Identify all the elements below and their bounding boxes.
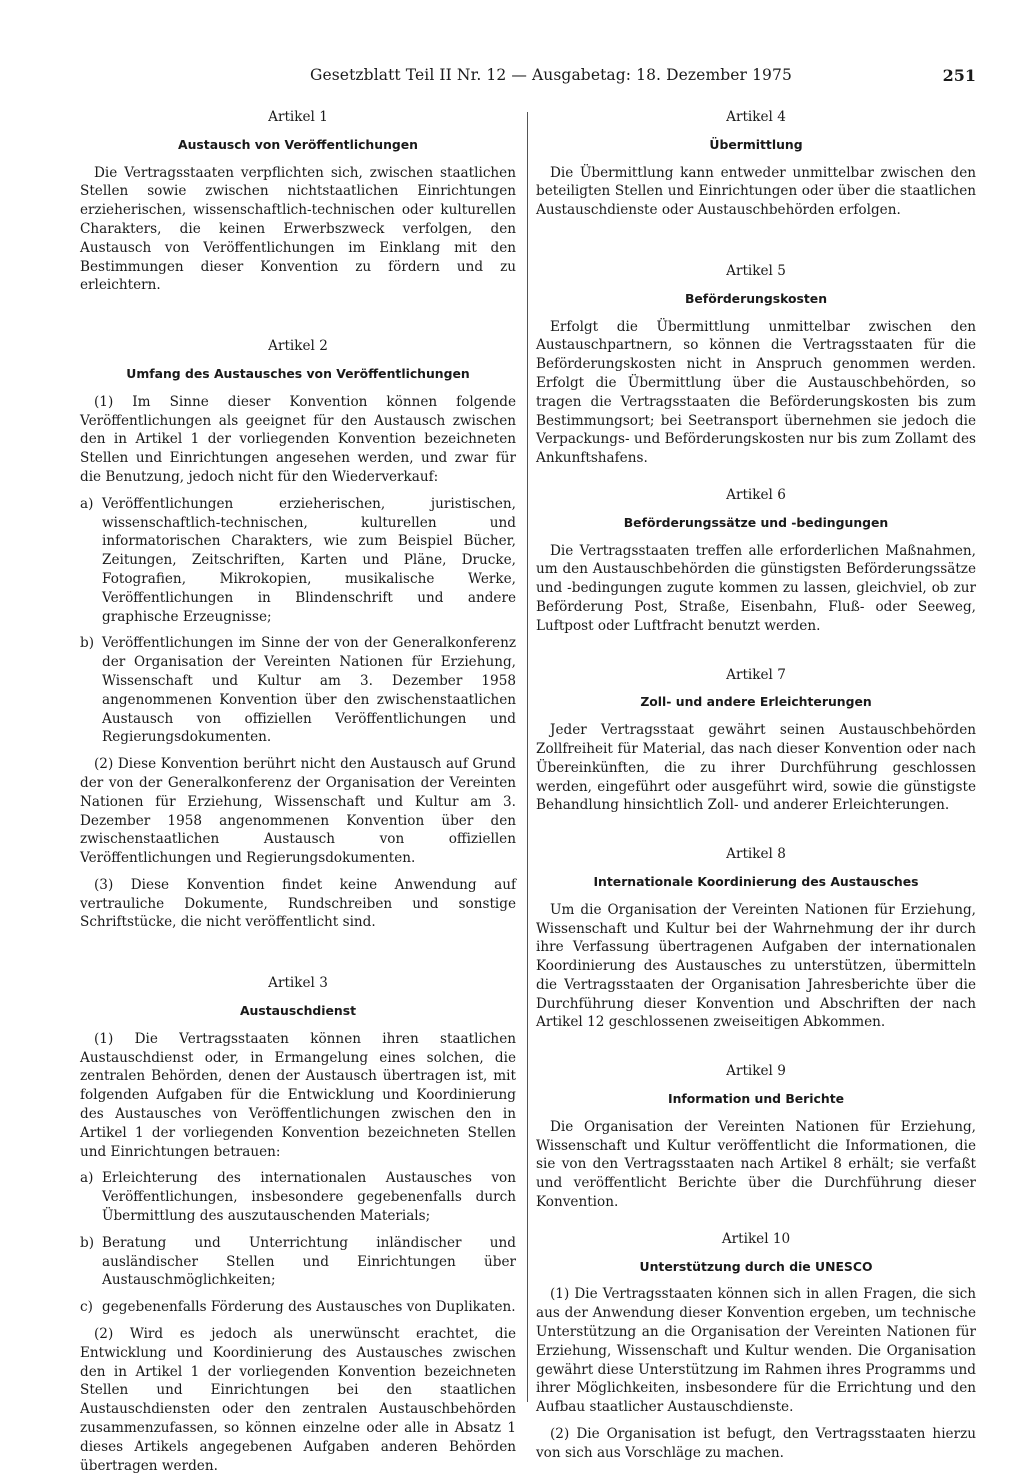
left-column [80, 108, 516, 1483]
article-number: Artikel 4 [726, 109, 786, 125]
article-9 [536, 1062, 976, 1212]
article-paragraph: (1) Die Vertragsstaaten können ihren staatlichen Austauschdienst oder, in Ermangelung eines solchen, die zentralen Behörden, denen der Austausch übertragen ist, mit folgenden Aufgaben für die Entwicklung und Koordinierung des Austausches von Veröffentlichungen zwischen den in Artikel 1 der vorliegenden Konvention bezeichneten Stellen und Einrichtungen betrauen: [80, 1030, 516, 1160]
list-item-label: a) [80, 1170, 94, 1187]
list-item [80, 1234, 516, 1290]
list-item-text: Beratung und Unterrichtung inländischer und ausländischer Stellen und Einrichtungen über Austauschmöglichkeiten; [102, 1234, 516, 1289]
article-10 [536, 1230, 976, 1463]
article-title: Austausch von Veröffentlichungen [178, 136, 418, 152]
article-paragraph: Die Vertragsstaaten treffen alle erforderlichen Maßnahmen, um den Austauschbehörden die günstigsten Beförderungssätze und -bedingungen zugute kommen zu lassen, gleichviel, ob zur Beförderung Post, Straße, Eisenbahn, Fluß- oder Seeweg, Luftpost oder Luftfracht benutzt werden. [536, 542, 976, 634]
article-number: Artikel 7 [726, 666, 786, 683]
article-paragraph: Erfolgt die Übermittlung unmittelbar zwischen den Austauschpartnern, so können die Vertragsstaaten für die Beförderungskosten nicht in Anspruch genommen werden. Erfolgt die Übermittlung über die Austauschbehörden, so tragen die Vertragsstaaten die Beförderungskosten bis zum Bestimmungsort; bei Seetransport übernehmen sie jedoch die Verpackungs- und Beförderungskosten nur bis zum Zollamt des Ankunftshafens. [536, 318, 976, 467]
list-item-label: c) [80, 1299, 93, 1316]
list-item-text: Veröffentlichungen erzieherischen, juristischen, wissenschaftlich-technischen, kulturellen und informatorischen Charakters, wie zum Beispiel Bücher, Zeitungen, Zeitschriften, Karten und Pläne, Drucke, Fotografien, Mikrokopien, musikalische Werke, Veröffentlichungen in Blindenschrift und andere graphische Erzeugnisse; [102, 495, 516, 625]
article-4 [536, 108, 976, 220]
article-number: Artikel 6 [726, 486, 786, 503]
article-paragraph: Jeder Vertragsstaat gewährt seinen Austauschbehörden Zollfreiheit für Material, das nach dieser Konvention oder nach Übereinkünften, die zu ihrer Durchführung geschlossen werden, eingeführt oder ausgeführt wird, sowie die günstigste Behandlung hinsichtlich Zoll- und anderer Erleichterungen. [536, 722, 976, 814]
list-item-text: gegebenenfalls Förderung des Austausches von Duplikaten. [102, 1299, 516, 1316]
article-paragraph: Um die Organisation der Vereinten Nationen für Erziehung, Wissenschaft und Kultur bei der Wahrnehmung der ihr durch ihre Verfassung übertragenen Aufgaben der internationalen Koordinierung des Austausches zu unterstützen, übermitteln die Vertragsstaaten der Organisation Jahresberichte über die Durchführung dieser Konvention und Abschriften der nach Artikel 12 geschlossenen zweiseitigen Abkommen. [536, 901, 976, 1031]
list-item [80, 634, 516, 747]
article-title: Austauschdienst [239, 1003, 357, 1019]
list-item-label: a) [80, 495, 94, 512]
list-item [80, 1169, 516, 1225]
article-number: Artikel 8 [726, 846, 786, 863]
article-number: Artikel 1 [268, 109, 328, 125]
page-number: 251 [942, 66, 976, 85]
article-title: Zoll- und andere Erleichterungen [640, 694, 872, 710]
list-item [80, 495, 516, 627]
article-paragraph: Die Übermittlung kann entweder unmittelbar zwischen den beteiligten Stellen und Einrichtungen oder über die staatlichen Austauschdienste oder Austauschbehörden erfolgen. [536, 164, 976, 219]
article-1 [80, 108, 516, 295]
article-paragraph: (1) Im Sinne dieser Konvention können folgende Veröffentlichungen als geeignet für den Austausch zwischen den in Artikel 1 der vorliegenden Konvention bezeichneten Stellen und Einrichtungen angesehen werden, und zwar für die Benutzung, jedoch nicht für den Wiederverkauf: [80, 393, 516, 485]
article-number: Artikel 10 [721, 1230, 791, 1247]
article-title: Internationale Koordinierung des Austausches [593, 873, 919, 889]
article-number: Artikel 9 [726, 1063, 786, 1080]
article-7 [536, 666, 976, 816]
article-5 [536, 262, 976, 468]
article-6 [536, 486, 976, 636]
article-title: Umfang des Austausches von Veröffentlichungen [126, 365, 470, 381]
article-paragraph: (2) Diese Konvention berührt nicht den Austausch auf Grund der von der Generalkonferenz der Organisation der Vereinten Nationen für Erziehung, Wissenschaft und Kultur am 3. Dezember 1958 angenommenen Konvention über den zwischenstaatlichen Austausch von offiziellen Veröffentlichungen und Regierungsdokumenten. [80, 756, 516, 867]
article-title: Information und Berichte [667, 1091, 845, 1107]
list-item-label: b) [80, 1234, 95, 1251]
article-number: Artikel 2 [268, 338, 328, 355]
article-paragraph: (2) Wird es jedoch als unerwünscht erachtet, die Entwicklung und Koordinierung des Austausches zwischen den in Artikel 1 der vorliegenden Konvention bezeichneten Stellen und Einrichtungen bei den staatlichen Austauschdiensten oder den zentralen Austauschbehörden zusammenzufassen, so können einzelne oder alle in Absatz 1 dieses Artikels angegebenen Aufgaben anderen Behörden übertragen werden. [80, 1326, 516, 1474]
article-paragraph: Die Vertragsstaaten verpflichten sich, zwischen staatlichen Stellen sowie zwischen nichtstaatlichen Einrichtungen erzieherischen, wissenschaftlich-technischen oder kulturellen Charakters, die keinen Erwerbszweck verfolgen, den Austausch von Veröffentlichungen im Einklang mit den Bestimmungen dieser Konvention zu fördern und zu erleichtern. [80, 164, 516, 294]
list-item-label: b) [80, 635, 95, 652]
article-8 [536, 845, 976, 1032]
article-title: Beförderungskosten [684, 290, 828, 306]
article-paragraph: Die Organisation der Vereinten Nationen für Erziehung, Wissenschaft und Kultur veröffentlicht die Informationen, die sie von den Vertragsstaaten nach Artikel 8 erhält; sie verfaßt und veröffentlicht Berichte über die Durchführung dieser Konvention. [536, 1118, 976, 1211]
article-paragraph: (2) Die Organisation ist befugt, den Vertragsstaaten hierzu von sich aus Vorschläge zu machen. [536, 1426, 976, 1461]
running-header: Gesetzblatt Teil II Nr. 12 — Ausgabetag: 18. Dezember 1975 [310, 66, 792, 84]
list-item [80, 1298, 516, 1317]
right-column [536, 108, 976, 1471]
list-item-text: Erleichterung des internationalen Austausches von Veröffentlichungen, insbesondere gegebenenfalls durch Übermittlung des auszutauschenden Materials; [102, 1170, 516, 1225]
article-paragraph: (1) Die Vertragsstaaten können sich in allen Fragen, die sich aus der Anwendung dieser Konvention ergeben, um technische Unterstützung an die Organisation der Vereinten Nationen für Erziehung, Wissenschaft und Kultur wenden. Die Organisation gewährt diese Unterstützung im Rahmen ihres Programms und ihrer Möglichkeiten, insbesondere für die Errichtung und den Aufbau staatlicher Austauschdienste. [536, 1286, 976, 1416]
list-item-text: Veröffentlichungen im Sinne der von der Generalkonferenz der Organisation der Vereinten Nationen für Erziehung, Wissenschaft und Kultur am 3. Dezember 1958 angenommenen Konvention über den zwischenstaatlichen Austausch von offiziellen Veröffentlichungen und Regierungsdokumenten. [102, 635, 516, 746]
article-paragraph: (3) Diese Konvention findet keine Anwendung auf vertrauliche Dokumente, Rundschreiben und sonstige Schriftstücke, die nicht veröffentlicht sind. [80, 876, 516, 931]
article-3 [80, 974, 516, 1475]
article-title: Übermittlung [709, 136, 803, 152]
column-divider [527, 112, 528, 1402]
article-2 [80, 337, 516, 932]
article-title: Unterstützung durch die UNESCO [639, 1258, 873, 1274]
article-title: Beförderungssätze und -bedingungen [623, 514, 889, 530]
article-number: Artikel 5 [726, 262, 786, 279]
article-number: Artikel 3 [268, 975, 328, 992]
